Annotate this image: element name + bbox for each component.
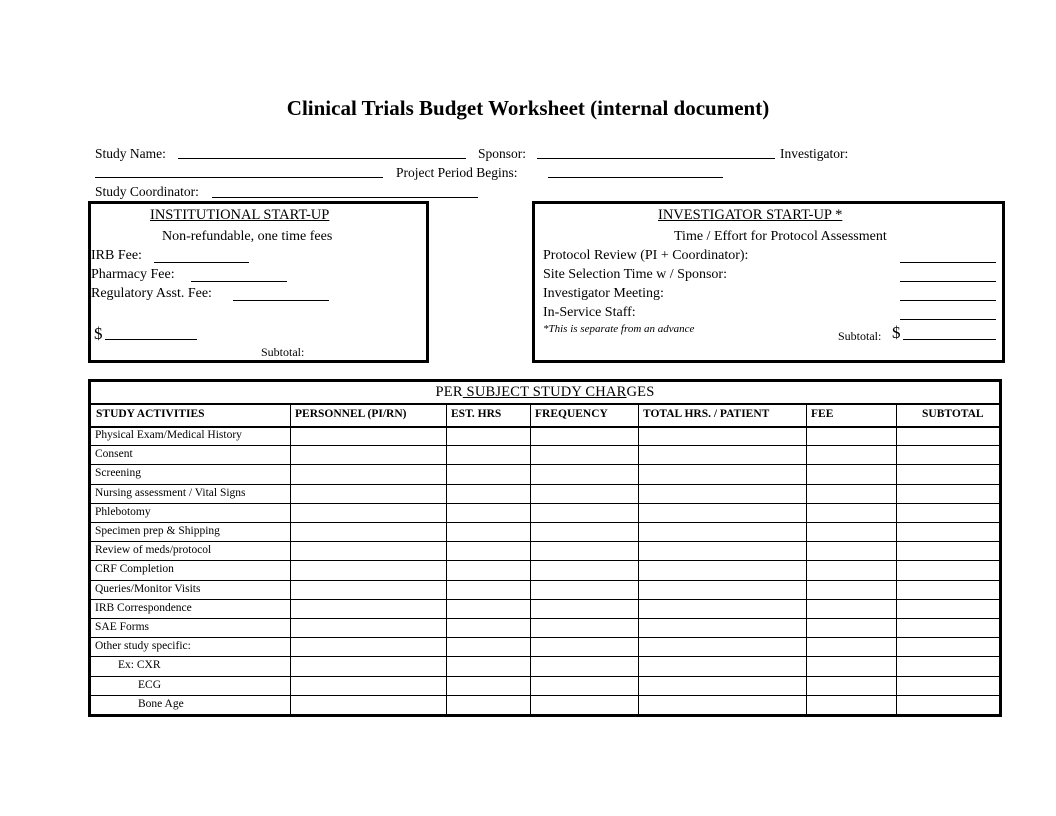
site-selection-label: Site Selection Time w / Sponsor: bbox=[543, 267, 727, 282]
table-cell-total-hrs-per-patient[interactable] bbox=[639, 619, 805, 636]
table-cell-fee[interactable] bbox=[807, 696, 895, 713]
table-cell-subtotal[interactable] bbox=[897, 523, 998, 540]
table-cell-est-hrs[interactable] bbox=[447, 523, 529, 540]
table-row-label: CRF Completion bbox=[95, 563, 174, 576]
institutional-startup-box bbox=[88, 201, 429, 363]
table-cell-total-hrs-per-patient[interactable] bbox=[639, 485, 805, 502]
table-row-label: IRB Correspondence bbox=[95, 601, 192, 614]
table-cell-subtotal[interactable] bbox=[897, 561, 998, 578]
pharmacy-fee-field[interactable] bbox=[191, 281, 287, 282]
table-cell-personnel[interactable] bbox=[291, 446, 445, 463]
table-cell-est-hrs[interactable] bbox=[447, 485, 529, 502]
table-cell-fee[interactable] bbox=[807, 427, 895, 444]
advance-note: *This is separate from an advance bbox=[543, 323, 695, 335]
investigator-meeting-label: Investigator Meeting: bbox=[543, 286, 664, 301]
table-row-label: SAE Forms bbox=[95, 621, 149, 633]
table-cell-personnel[interactable] bbox=[291, 465, 445, 482]
table-cell-personnel[interactable] bbox=[291, 638, 445, 655]
institutional-subtotal-field[interactable] bbox=[105, 339, 197, 340]
table-cell-subtotal[interactable] bbox=[897, 485, 998, 502]
table-cell-est-hrs[interactable] bbox=[447, 619, 529, 636]
table-cell-frequency[interactable] bbox=[531, 504, 637, 521]
table-caption bbox=[91, 384, 999, 401]
table-cell-est-hrs[interactable] bbox=[447, 600, 529, 617]
irb-fee-label: IRB Fee: bbox=[91, 248, 142, 263]
table-cell-frequency[interactable] bbox=[531, 523, 637, 540]
table-cell-personnel[interactable] bbox=[291, 581, 445, 598]
table-cell-personnel[interactable] bbox=[291, 696, 445, 713]
table-row-label: Ex: CXR bbox=[118, 659, 161, 672]
table-cell-frequency[interactable] bbox=[531, 619, 637, 636]
in-service-staff-field[interactable] bbox=[900, 319, 996, 320]
table-row-label: Queries/Monitor Visits bbox=[95, 582, 201, 595]
table-cell-fee[interactable] bbox=[807, 581, 895, 598]
investigator-field[interactable] bbox=[95, 177, 383, 178]
sponsor-label: Sponsor: bbox=[478, 146, 527, 161]
table-row-label: Screening bbox=[95, 467, 141, 480]
table-cell-fee[interactable] bbox=[807, 485, 895, 502]
institutional-dollar-sign: $ bbox=[94, 324, 103, 343]
table-cell-personnel[interactable] bbox=[291, 542, 445, 559]
table-cell-fee[interactable] bbox=[807, 542, 895, 559]
table-cell-subtotal[interactable] bbox=[897, 619, 998, 636]
table-row-label: Specimen prep & Shipping bbox=[95, 525, 220, 537]
protocol-review-field[interactable] bbox=[900, 262, 996, 263]
institutional-subtitle: Non-refundable, one time fees bbox=[162, 229, 333, 244]
column-header-subtotal: SUBTOTAL bbox=[922, 408, 984, 420]
table-cell-est-hrs[interactable] bbox=[447, 696, 529, 713]
study-coordinator-field[interactable] bbox=[212, 197, 478, 198]
table-cell-subtotal[interactable] bbox=[897, 427, 998, 444]
table-cell-subtotal[interactable] bbox=[897, 600, 998, 617]
investigator-startup-box bbox=[532, 201, 1005, 363]
column-header-fee: FEE bbox=[811, 408, 834, 420]
table-cell-total-hrs-per-patient[interactable] bbox=[639, 696, 805, 713]
table-cell-total-hrs-per-patient[interactable] bbox=[639, 465, 805, 482]
caption-part-c: GES bbox=[626, 384, 655, 400]
investigator-label: Investigator: bbox=[780, 146, 849, 161]
table-cell-est-hrs[interactable] bbox=[447, 638, 529, 655]
project-period-field[interactable] bbox=[548, 177, 723, 178]
regulatory-fee-label: Regulatory Asst. Fee: bbox=[91, 286, 212, 301]
row-rule bbox=[91, 714, 999, 715]
table-cell-total-hrs-per-patient[interactable] bbox=[639, 561, 805, 578]
table-cell-frequency[interactable] bbox=[531, 465, 637, 482]
column-header-personnel: PERSONNEL (PI/RN) bbox=[295, 408, 407, 420]
table-row-label: Other study specific: bbox=[95, 640, 191, 653]
table-cell-frequency[interactable] bbox=[531, 677, 637, 694]
table-row-label: Physical Exam/Medical History bbox=[95, 429, 242, 441]
table-cell-personnel[interactable] bbox=[291, 485, 445, 502]
table-cell-personnel[interactable] bbox=[291, 619, 445, 636]
table-cell-personnel[interactable] bbox=[291, 600, 445, 617]
table-cell-frequency[interactable] bbox=[531, 696, 637, 713]
header-top-rule bbox=[91, 403, 999, 405]
table-cell-subtotal[interactable] bbox=[897, 581, 998, 598]
sponsor-field[interactable] bbox=[537, 158, 775, 159]
table-cell-fee[interactable] bbox=[807, 677, 895, 694]
institutional-title: INSTITUTIONAL START-UP bbox=[150, 207, 330, 223]
table-cell-frequency[interactable] bbox=[531, 581, 637, 598]
table-cell-est-hrs[interactable] bbox=[447, 581, 529, 598]
table-cell-total-hrs-per-patient[interactable] bbox=[639, 446, 805, 463]
table-cell-subtotal[interactable] bbox=[897, 542, 998, 559]
table-cell-personnel[interactable] bbox=[291, 523, 445, 540]
table-cell-fee[interactable] bbox=[807, 638, 895, 655]
table-cell-frequency[interactable] bbox=[531, 561, 637, 578]
table-cell-subtotal[interactable] bbox=[897, 696, 998, 713]
per-subject-charges-table bbox=[88, 379, 1002, 717]
table-cell-frequency[interactable] bbox=[531, 542, 637, 559]
table-cell-subtotal[interactable] bbox=[897, 677, 998, 694]
table-cell-fee[interactable] bbox=[807, 600, 895, 617]
institutional-subtotal-label: Subtotal: bbox=[261, 345, 305, 359]
table-cell-fee[interactable] bbox=[807, 561, 895, 578]
site-selection-field[interactable] bbox=[900, 281, 996, 282]
table-cell-personnel[interactable] bbox=[291, 427, 445, 444]
table-cell-est-hrs[interactable] bbox=[447, 657, 529, 674]
table-cell-est-hrs[interactable] bbox=[447, 677, 529, 694]
table-cell-est-hrs[interactable] bbox=[447, 561, 529, 578]
column-header-frequency: FREQUENCY bbox=[535, 408, 608, 420]
table-cell-frequency[interactable] bbox=[531, 657, 637, 674]
table-cell-personnel[interactable] bbox=[291, 504, 445, 521]
investigator-meeting-field[interactable] bbox=[900, 300, 996, 301]
table-cell-frequency[interactable] bbox=[531, 485, 637, 502]
column-header-est-hrs: EST. HRS bbox=[451, 408, 502, 420]
table-row-label: Consent bbox=[95, 448, 133, 461]
table-cell-personnel[interactable] bbox=[291, 561, 445, 578]
table-cell-subtotal[interactable] bbox=[897, 638, 998, 655]
table-cell-frequency[interactable] bbox=[531, 638, 637, 655]
irb-fee-field[interactable] bbox=[154, 262, 249, 263]
table-cell-subtotal[interactable] bbox=[897, 465, 998, 482]
protocol-review-label: Protocol Review (PI + Coordinator): bbox=[543, 248, 749, 263]
column-header-total-hrs-per-patient: TOTAL HRS. / PATIENT bbox=[643, 408, 770, 420]
caption-part-b: SUBJECT STUDY CHAR bbox=[462, 384, 627, 400]
table-cell-total-hrs-per-patient[interactable] bbox=[639, 581, 805, 598]
investigator-subtotal-label: Subtotal: bbox=[838, 329, 882, 343]
table-cell-total-hrs-per-patient[interactable] bbox=[639, 523, 805, 540]
investigator-subtotal-field[interactable] bbox=[903, 339, 996, 340]
table-cell-total-hrs-per-patient[interactable] bbox=[639, 504, 805, 521]
table-cell-est-hrs[interactable] bbox=[447, 465, 529, 482]
table-cell-fee[interactable] bbox=[807, 446, 895, 463]
table-cell-fee[interactable] bbox=[807, 504, 895, 521]
table-cell-fee[interactable] bbox=[807, 523, 895, 540]
table-cell-frequency[interactable] bbox=[531, 427, 637, 444]
table-cell-total-hrs-per-patient[interactable] bbox=[639, 657, 805, 674]
table-cell-total-hrs-per-patient[interactable] bbox=[639, 677, 805, 694]
study-coordinator-label: Study Coordinator: bbox=[95, 184, 199, 199]
table-cell-total-hrs-per-patient[interactable] bbox=[639, 638, 805, 655]
project-period-label: Project Period Begins: bbox=[396, 165, 518, 180]
table-row-label: Bone Age bbox=[138, 697, 184, 710]
study-name-label: Study Name: bbox=[95, 146, 166, 161]
table-cell-frequency[interactable] bbox=[531, 600, 637, 617]
table-cell-fee[interactable] bbox=[807, 619, 895, 636]
caption-part-a: PER bbox=[435, 384, 463, 400]
table-row-label: Nursing assessment / Vital Signs bbox=[95, 486, 246, 499]
table-cell-total-hrs-per-patient[interactable] bbox=[639, 427, 805, 444]
investigator-title: INVESTIGATOR START-UP * bbox=[658, 207, 843, 223]
in-service-staff-label: In-Service Staff: bbox=[543, 305, 636, 320]
table-cell-personnel[interactable] bbox=[291, 677, 445, 694]
investigator-subtitle: Time / Effort for Protocol Assessment bbox=[674, 229, 887, 244]
table-cell-subtotal[interactable] bbox=[897, 446, 998, 463]
table-row-label: ECG bbox=[138, 678, 161, 691]
table-cell-est-hrs[interactable] bbox=[447, 446, 529, 463]
study-name-field[interactable] bbox=[178, 158, 466, 159]
table-cell-est-hrs[interactable] bbox=[447, 542, 529, 559]
table-row-label: Phlebotomy bbox=[95, 505, 151, 518]
column-header-study-activities: STUDY ACTIVITIES bbox=[96, 408, 205, 420]
table-cell-subtotal[interactable] bbox=[897, 504, 998, 521]
table-cell-personnel[interactable] bbox=[291, 657, 445, 674]
table-cell-total-hrs-per-patient[interactable] bbox=[639, 542, 805, 559]
table-cell-fee[interactable] bbox=[807, 465, 895, 482]
pharmacy-fee-label: Pharmacy Fee: bbox=[91, 267, 175, 282]
table-row-label: Review of meds/protocol bbox=[95, 544, 212, 557]
page-title: Clinical Trials Budget Worksheet (internal document) bbox=[286, 96, 770, 120]
table-cell-frequency[interactable] bbox=[531, 446, 637, 463]
table-cell-fee[interactable] bbox=[807, 657, 895, 674]
table-cell-total-hrs-per-patient[interactable] bbox=[639, 600, 805, 617]
table-cell-subtotal[interactable] bbox=[897, 657, 998, 674]
table-cell-est-hrs[interactable] bbox=[447, 504, 529, 521]
investigator-dollar-sign: $ bbox=[892, 323, 901, 342]
regulatory-fee-field[interactable] bbox=[233, 300, 329, 301]
table-cell-est-hrs[interactable] bbox=[447, 427, 529, 444]
